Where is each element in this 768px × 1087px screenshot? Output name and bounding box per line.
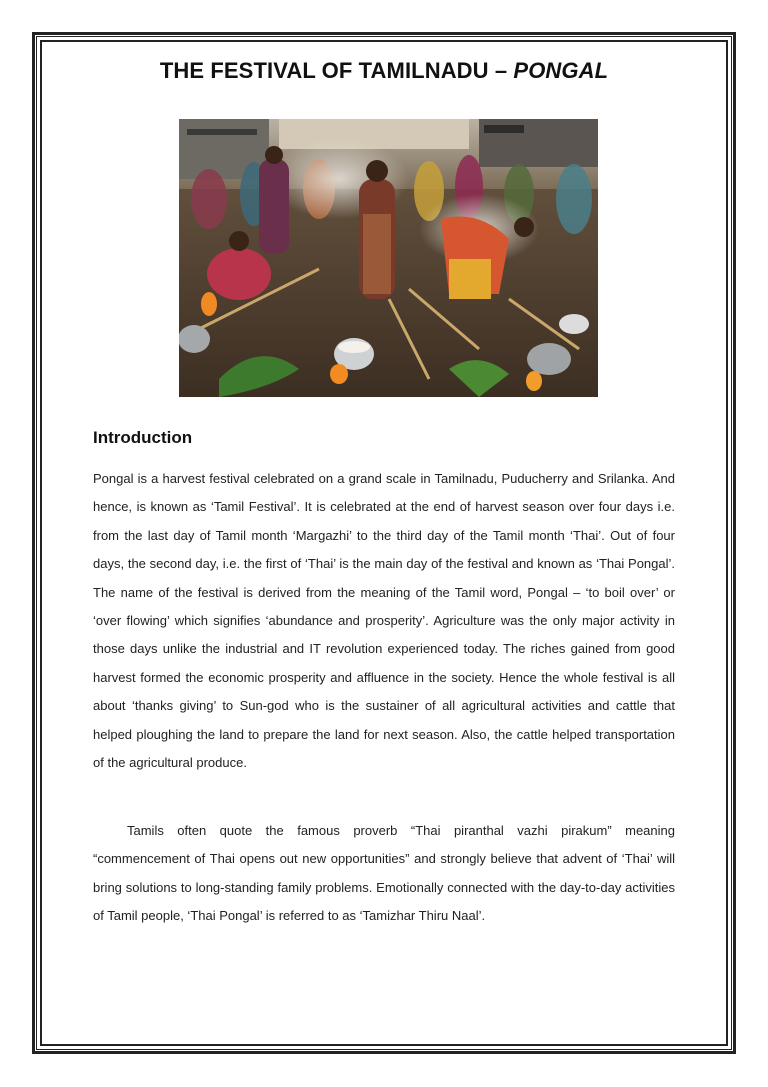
intro-paragraph-1: Pongal is a harvest festival celebrated on a grand scale in Tamilnadu, Puducherry and Srilanka. And hence, is known as ‘Tamil Festival’. It is celebrated at the end of harvest season over four days i.e. from the last day of Tamil month ‘Margazhi’ to the third day of the Tamil month ‘Thai’. Out of four days, the second day, i.e. the first of ‘Thai’ is the main day of the festival and known as ‘Thai Pongal’. The name of the festival is derived from the meaning of the Tamil word, Pongal – ‘to boil over’ or ‘over flowing’ which signifies ‘abundance and prosperity’. Agriculture was the only major activity in those days unlike the industrial and IT revolution experienced today. The riches gained from good harvest formed the economic prosperity and affluence in the society. Hence the whole festival is all about ‘thanks giving’ to Sun-god who is the sustainer of all agricultural activities and cattle that helped ploughing the land to prepare the land for next season. Also, the cattle helped transportation of the agricultural produce. <box>93 471 675 771</box>
page-title-main: THE FESTIVAL OF TAMILNADU – <box>159 58 514 83</box>
section-heading: Introduction <box>93 428 193 447</box>
page-title <box>60 58 708 84</box>
page-title-emphasis: PONGAL <box>513 58 609 83</box>
festival-photo <box>179 119 598 397</box>
intro-paragraph-2: Tamils often quote the famous proverb “Thai piranthal vazhi pirakum” meaning “commencement of Thai opens out new opportunities” and strongly believe that advent of ‘Thai’ will bring solutions to long-standing family problems. Emotionally connected with the day-to-day activities of Tamil people, ‘Thai Pongal’ is referred to as ‘Tamizhar Thiru Naal’. <box>93 823 675 924</box>
